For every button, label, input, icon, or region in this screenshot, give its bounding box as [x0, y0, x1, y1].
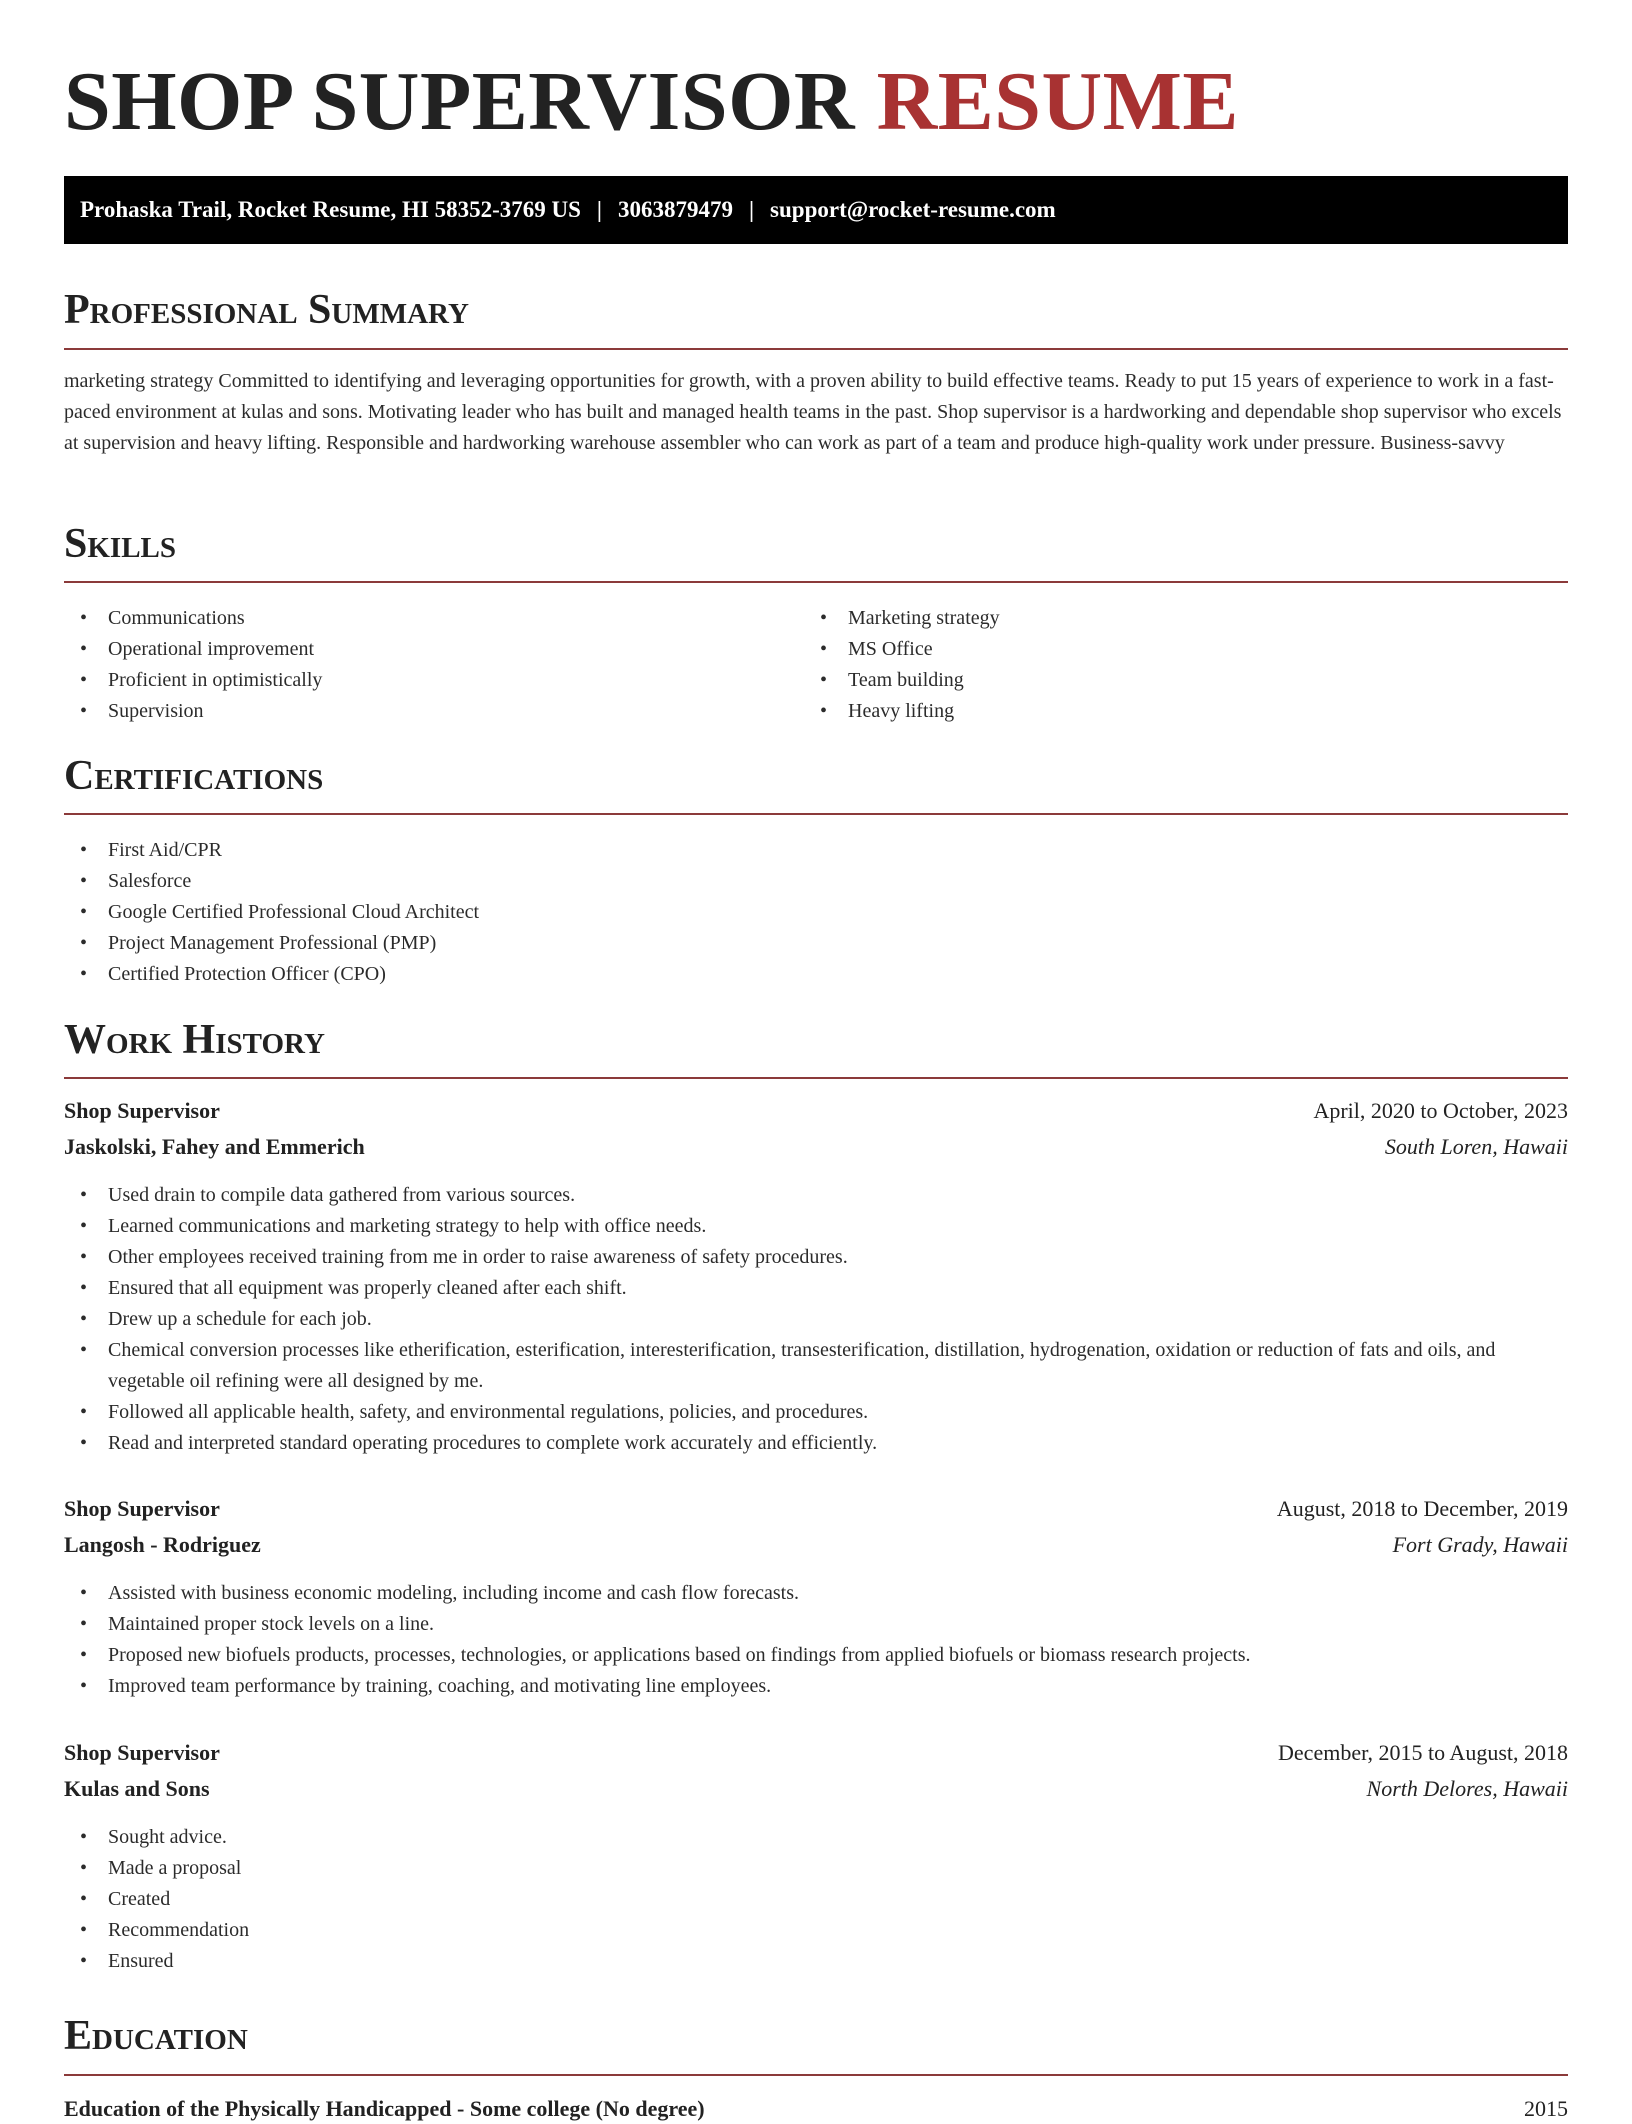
list-item: • Supervision: [64, 696, 804, 727]
list-item: • Drew up a schedule for each job.: [64, 1304, 1568, 1335]
skills-list-right: [804, 603, 1568, 727]
list-item: • Ensured: [64, 1946, 1568, 1977]
summary-text: marketing strategy Committed to identifying and leveraging opportunities for growth, with a proven ability to build effective teams. Ready to put 15 years of experience to work in a fast-paced environment at kulas and sons. Motivating leader who has built and managed health teams in the past. Shop supervisor is a hardworking and dependable shop supervisor who excels at supervision and heavy lifting. Responsible and hardworking warehouse assembler who can work as part of a team and produce high-quality work under pressure. Business-savvy: [64, 370, 1562, 454]
list-item: • Communications: [64, 603, 804, 634]
job-dates: December, 2015 to August, 2018: [1278, 1740, 1568, 1765]
section-title-education: Education: [64, 2013, 248, 2059]
section-title-summary: Professional Summary: [64, 287, 469, 333]
section-divider: [64, 1077, 1568, 1079]
job-title: Shop Supervisor: [64, 1496, 220, 1521]
list-item: • Operational improvement: [64, 634, 804, 665]
title-main: SHOP SUPERVISOR: [64, 55, 856, 148]
list-item: • Salesforce: [64, 866, 1568, 897]
education-degree: Education of the Physically Handicapped - Some college (No degree): [64, 2096, 705, 2121]
skills-list-left: [64, 603, 804, 727]
list-item: • Heavy lifting: [804, 696, 1568, 727]
section-title-certifications: Certifications: [64, 753, 324, 799]
list-item: • Followed all applicable health, safety, and environmental regulations, policies, and procedures.: [64, 1397, 1568, 1428]
job-company: Kulas and Sons: [64, 1776, 210, 1801]
list-item: • Marketing strategy: [804, 603, 1568, 634]
job-location: South Loren, Hawaii: [1384, 1134, 1568, 1159]
job-title: Shop Supervisor: [64, 1740, 220, 1765]
list-item: • Used drain to compile data gathered from various sources.: [64, 1180, 1568, 1211]
job-bullets: [64, 1578, 1568, 1702]
education-year: 2015: [1524, 2096, 1568, 2121]
contact-email[interactable]: support@rocket-resume.com: [770, 197, 1056, 222]
certifications-list: [64, 835, 1568, 990]
section-divider: [64, 348, 1568, 350]
list-item: • MS Office: [804, 634, 1568, 665]
list-item: • Improved team performance by training, coaching, and motivating line employees.: [64, 1671, 1568, 1702]
list-item: • Project Management Professional (PMP): [64, 928, 1568, 959]
job-location: Fort Grady, Hawaii: [1392, 1532, 1568, 1557]
section-title-work-history: Work History: [64, 1017, 325, 1063]
list-item: • Read and interpreted standard operating procedures to complete work accurately and efficiently.: [64, 1428, 1568, 1459]
list-item: • Learned communications and marketing strategy to help with office needs.: [64, 1211, 1568, 1242]
list-item: • Other employees received training from me in order to raise awareness of safety procedures.: [64, 1242, 1568, 1273]
list-item: • Proposed new biofuels products, processes, technologies, or applications based on findings from applied biofuels or biomass research projects.: [64, 1640, 1568, 1671]
list-item: • Ensured that all equipment was properly cleaned after each shift.: [64, 1273, 1568, 1304]
list-item: • Team building: [804, 665, 1568, 696]
job-title: Shop Supervisor: [64, 1098, 220, 1123]
list-item: • First Aid/CPR: [64, 835, 1568, 866]
title-accent: RESUME: [876, 55, 1239, 148]
section-divider: [64, 581, 1568, 583]
resume-title: [64, 52, 1239, 152]
list-item: • Recommendation: [64, 1915, 1568, 1946]
job-company: Jaskolski, Fahey and Emmerich: [64, 1134, 365, 1159]
section-title-skills: Skills: [64, 521, 177, 567]
job-location: North Delores, Hawaii: [1366, 1776, 1568, 1801]
list-item: • Assisted with business economic modeling, including income and cash flow forecasts.: [64, 1578, 1568, 1609]
job-bullets: [64, 1180, 1568, 1459]
job-dates: August, 2018 to December, 2019: [1276, 1496, 1568, 1521]
contact-bar: [64, 176, 1568, 244]
list-item: • Chemical conversion processes like etherification, esterification, interesterification, transesterification, distillation, hydrogenation, oxidation or reduction of fats and oils, and vegetable oil refining were all designed by me.: [64, 1335, 1568, 1397]
list-item: • Proficient in optimistically: [64, 665, 804, 696]
job-bullets: [64, 1822, 1568, 1977]
list-item: • Made a proposal: [64, 1853, 1568, 1884]
list-item: • Created: [64, 1884, 1568, 1915]
contact-separator: |: [596, 197, 602, 222]
contact-address: Prohaska Trail, Rocket Resume, HI 58352-3769 US: [80, 197, 581, 222]
section-divider: [64, 2074, 1568, 2076]
list-item: • Google Certified Professional Cloud Architect: [64, 897, 1568, 928]
list-item: • Certified Protection Officer (CPO): [64, 959, 1568, 990]
contact-separator: |: [748, 197, 755, 222]
job-dates: April, 2020 to October, 2023: [1313, 1098, 1568, 1123]
list-item: • Sought advice.: [64, 1822, 1568, 1853]
contact-phone: 3063879479: [617, 197, 733, 222]
job-company: Langosh - Rodriguez: [64, 1532, 261, 1557]
list-item: • Maintained proper stock levels on a line.: [64, 1609, 1568, 1640]
section-divider: [64, 813, 1568, 815]
